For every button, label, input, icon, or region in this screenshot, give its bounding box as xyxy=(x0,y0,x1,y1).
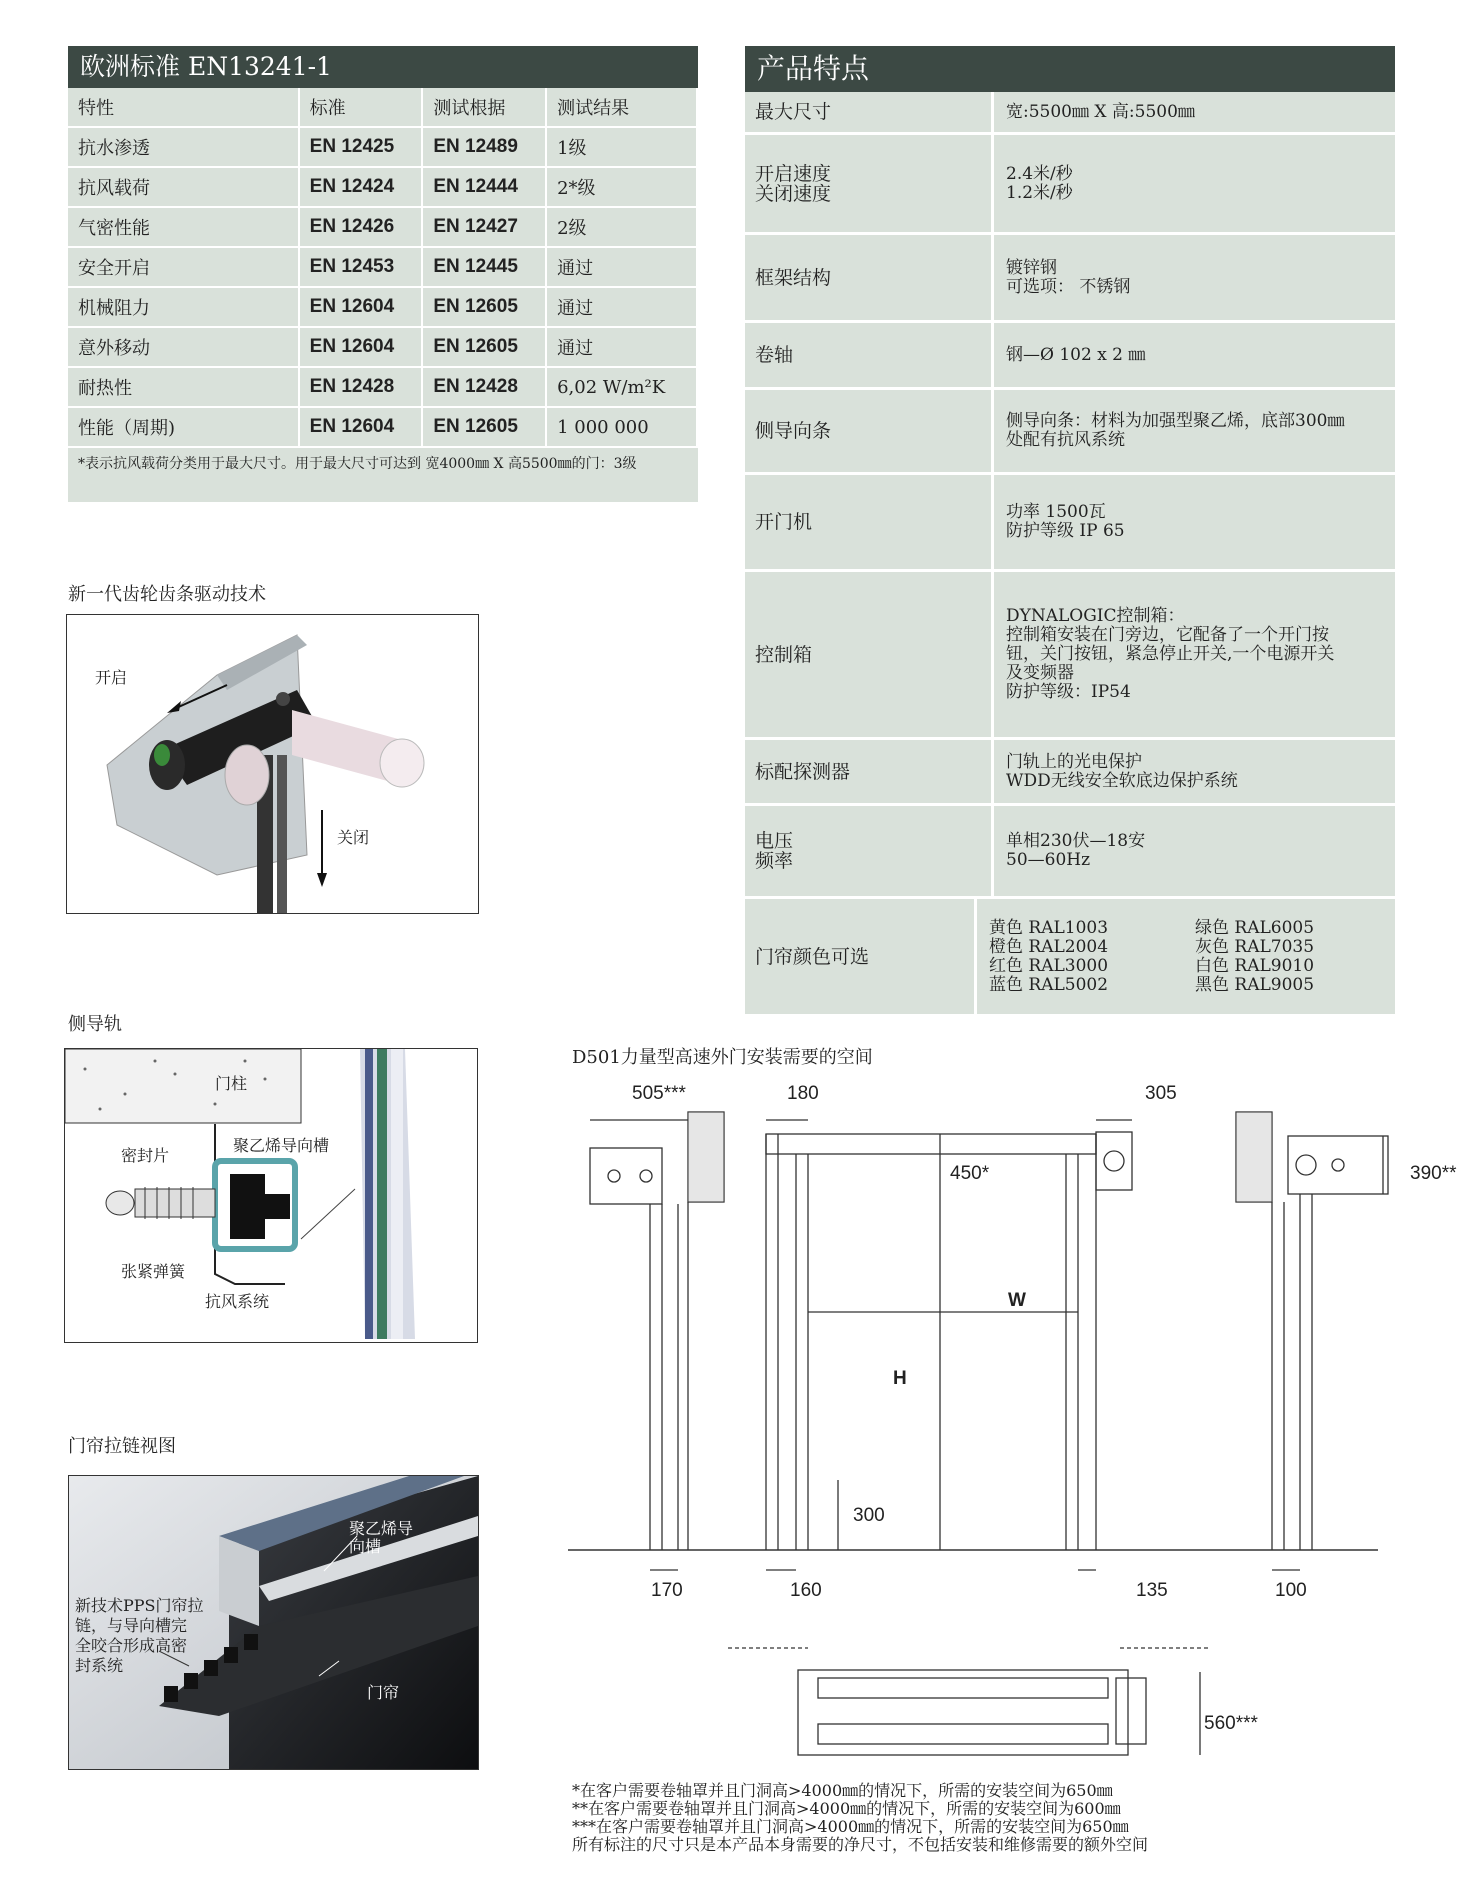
feature-row xyxy=(745,572,1395,740)
standards-cell: EN 12426 xyxy=(299,207,423,247)
zipper-pps-label: 新技术PPS门帘拉 链，与导向槽完 全咬合形成高密 封系统 xyxy=(75,1596,204,1675)
feature-row xyxy=(745,740,1395,806)
feature-value: 门轨上的光电保护 WDD无线安全软底边保护系统 xyxy=(994,740,1395,803)
feature-value: DYNALOGIC控制箱： 控制箱安装在门旁边，它配备了一个开门按 钮，关门按钮，紧急停止开关,一个电源开关 及变频器 防护等级：IP54 xyxy=(994,572,1395,737)
standards-cell: 耐热性 xyxy=(68,367,299,407)
feature-key: 卷轴 xyxy=(745,323,994,387)
color-option: 蓝色 RAL5002 xyxy=(989,974,1109,995)
standards-cell: 通过 xyxy=(546,247,697,287)
dim-505: 505*** xyxy=(632,1083,686,1104)
dim-160: 160 xyxy=(790,1580,822,1601)
feature-row xyxy=(745,235,1395,323)
standards-cell: EN 12445 xyxy=(422,247,546,287)
footnote: *在客户需要卷轴罩并且门洞高>4000㎜的情况下，所需的安装空间为650㎜ xyxy=(572,1781,1113,1800)
dim-560: 560*** xyxy=(1204,1713,1258,1734)
standards-header-row xyxy=(68,88,697,127)
standards-cell: EN 12427 xyxy=(422,207,546,247)
standards-cell: 1级 xyxy=(546,127,697,167)
standards-cell: 2级 xyxy=(546,207,697,247)
zipper-curtain-label: 门帘 xyxy=(367,1683,400,1702)
standards-note: *表示抗风载荷分类用于最大尺寸。用于最大尺寸可达到 宽4000㎜ X 高5500㎜的门：3级 xyxy=(68,448,698,502)
standards-cell: EN 12425 xyxy=(299,127,423,167)
drive-illustration xyxy=(66,614,479,914)
feature-key: 电压 频率 xyxy=(745,806,994,896)
standards-cell: 2*级 xyxy=(546,167,697,207)
standards-cell: 性能（周期) xyxy=(68,407,299,447)
feature-value: 侧导向条：材料为加强型聚乙烯，底部300㎜ 处配有抗风系统 xyxy=(994,390,1395,472)
standards-cell: EN 12428 xyxy=(299,367,423,407)
standards-cell: EN 12424 xyxy=(299,167,423,207)
feature-row xyxy=(745,390,1395,475)
drive-drawing xyxy=(67,615,478,913)
rail-wind-label: 抗风系统 xyxy=(205,1292,270,1311)
dim-450: 450* xyxy=(950,1163,990,1184)
footnote: 所有标注的尺寸只是本产品本身需要的净尺寸，不包括安装和维修需要的额外空间 xyxy=(572,1835,1149,1854)
zipper-caption: 门帘拉链视图 xyxy=(68,1436,176,1457)
feature-row xyxy=(745,92,1395,135)
feature-row xyxy=(745,475,1395,572)
color-options xyxy=(989,919,1395,995)
standards-cell: EN 12604 xyxy=(299,407,423,447)
standards-cell: 通过 xyxy=(546,287,697,327)
standards-row xyxy=(68,207,697,247)
rail-pe-groove-label: 聚乙烯导向槽 xyxy=(233,1136,330,1155)
footnote: ***在客户需要卷轴罩并且门洞高>4000㎜的情况下，所需的安装空间为650㎜ xyxy=(572,1817,1129,1836)
feature-key: 开门机 xyxy=(745,475,994,569)
standards-cell: EN 12489 xyxy=(422,127,546,167)
features-title: 产品特点 xyxy=(745,46,1395,92)
standards-row xyxy=(68,127,697,167)
color-option: 黑色 RAL9005 xyxy=(1195,974,1315,995)
standards-cell: EN 12605 xyxy=(422,287,546,327)
standards-row xyxy=(68,287,697,327)
feature-key: 门帘颜色可选 xyxy=(745,899,977,1014)
feature-value: 单相230伏—18安 50—60Hz xyxy=(994,806,1395,896)
zipper-illustration xyxy=(68,1475,479,1770)
rail-spring-label: 张紧弹簧 xyxy=(121,1262,186,1281)
rail-drawing xyxy=(65,1049,477,1342)
rail-caption: 侧导轨 xyxy=(68,1014,122,1035)
dim-135: 135 xyxy=(1136,1580,1168,1601)
dim-300: 300 xyxy=(853,1505,885,1526)
standards-header-cell: 测试根据 xyxy=(422,88,546,127)
feature-row xyxy=(745,323,1395,390)
feature-key: 框架结构 xyxy=(745,235,994,320)
drawing-caption: D501力量型高速外门安装需要的空间 xyxy=(572,1047,873,1068)
standards-header-cell: 标准 xyxy=(299,88,423,127)
standards-grid xyxy=(68,88,698,448)
feature-value: 2.4米/秒 1.2米/秒 xyxy=(994,135,1395,232)
standards-header-cell: 特性 xyxy=(68,88,299,127)
standards-cell: 抗水渗透 xyxy=(68,127,299,167)
standards-cell: EN 12605 xyxy=(422,327,546,367)
standards-header-cell: 测试结果 xyxy=(546,88,697,127)
color-option: 黄色 RAL1003 xyxy=(989,917,1109,938)
feature-key: 侧导向条 xyxy=(745,390,994,472)
feature-row-colors xyxy=(745,899,1395,1014)
feature-row xyxy=(745,806,1395,899)
dim-w: W xyxy=(1008,1290,1026,1311)
rail-post-label: 门柱 xyxy=(215,1074,248,1093)
dim-305: 305 xyxy=(1145,1083,1177,1104)
standards-table xyxy=(68,46,698,502)
standards-row xyxy=(68,367,697,407)
standards-cell: 意外移动 xyxy=(68,327,299,367)
standards-row xyxy=(68,247,697,287)
standards-cell: EN 12428 xyxy=(422,367,546,407)
color-option: 灰色 RAL7035 xyxy=(1195,936,1315,957)
color-option: 白色 RAL9010 xyxy=(1195,955,1315,976)
dim-170: 170 xyxy=(651,1580,683,1601)
standards-row xyxy=(68,407,697,447)
dim-180: 180 xyxy=(787,1083,819,1104)
standards-cell: 气密性能 xyxy=(68,207,299,247)
color-option: 红色 RAL3000 xyxy=(989,955,1109,976)
standards-row xyxy=(68,167,697,207)
drive-open-label: 开启 xyxy=(95,668,128,687)
feature-key: 开启速度 关闭速度 xyxy=(745,135,994,232)
standards-cell: 安全开启 xyxy=(68,247,299,287)
drive-close-label: 关闭 xyxy=(337,828,370,847)
drive-caption: 新一代齿轮齿条驱动技术 xyxy=(68,584,266,605)
standards-cell: 抗风载荷 xyxy=(68,167,299,207)
color-option: 绿色 RAL6005 xyxy=(1195,917,1315,938)
dim-100: 100 xyxy=(1275,1580,1307,1601)
feature-key: 控制箱 xyxy=(745,572,994,737)
rail-seal-label: 密封片 xyxy=(121,1146,170,1165)
feature-value: 宽:5500㎜ X 高:5500㎜ xyxy=(994,92,1395,132)
footnote: **在客户需要卷轴罩并且门洞高>4000㎜的情况下，所需的安装空间为600㎜ xyxy=(572,1799,1121,1818)
color-option: 橙色 RAL2004 xyxy=(989,936,1109,957)
standards-row xyxy=(68,327,697,367)
zipper-pe-groove-label: 聚乙烯导 向槽 xyxy=(349,1519,414,1556)
feature-key: 最大尺寸 xyxy=(745,92,994,132)
feature-value: 功率 1500瓦 防护等级 IP 65 xyxy=(994,475,1395,569)
standards-cell: EN 12453 xyxy=(299,247,423,287)
dim-390: 390** xyxy=(1410,1163,1457,1184)
feature-value: 镀锌钢 可选项： 不锈钢 xyxy=(994,235,1395,320)
rail-illustration xyxy=(64,1048,478,1343)
standards-cell: 机械阻力 xyxy=(68,287,299,327)
standards-cell: 通过 xyxy=(546,327,697,367)
feature-key: 标配探测器 xyxy=(745,740,994,803)
standards-title: 欧洲标准 EN13241-1 xyxy=(68,46,698,88)
standards-cell: EN 12605 xyxy=(422,407,546,447)
standards-cell: 1 000 000 xyxy=(546,407,697,447)
standards-cell: EN 12604 xyxy=(299,327,423,367)
standards-cell: 6,02 W/m²K xyxy=(546,367,697,407)
feature-row xyxy=(745,135,1395,235)
dim-h: H xyxy=(893,1368,907,1389)
features-table xyxy=(745,46,1395,1014)
standards-cell: EN 12444 xyxy=(422,167,546,207)
standards-cell: EN 12604 xyxy=(299,287,423,327)
feature-value: 钢—Ø 102 x 2 ㎜ xyxy=(994,323,1395,387)
